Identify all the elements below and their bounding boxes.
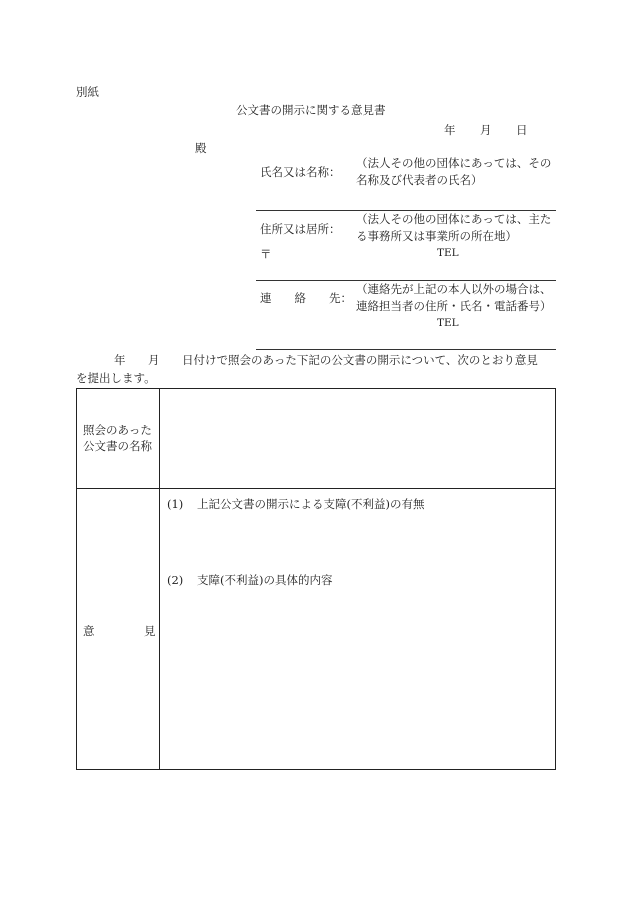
row1-label-line1: 照会のあった xyxy=(83,423,152,437)
attachment-label: 別紙 xyxy=(76,85,99,99)
name-note-line2: 名称及び代表者の氏名） xyxy=(356,173,483,187)
table-column-divider xyxy=(159,389,160,769)
date-month: 月 xyxy=(480,123,492,137)
address-note-line2: る事務所又は事業所の所在地） xyxy=(356,229,517,243)
opinion-table xyxy=(76,388,556,770)
body-year: 年 xyxy=(114,353,126,367)
row2-label-left: 意 xyxy=(83,624,95,638)
body-line1: 日付けで照会のあった下記の公文書の開示について、次のとおり意見 xyxy=(182,353,538,367)
row2-label-right: 見 xyxy=(144,624,156,638)
addressee-suffix: 殿 xyxy=(195,141,207,155)
row1-label-line2: 公文書の名称 xyxy=(83,439,152,453)
item1-number: (1) xyxy=(167,497,184,511)
contact-note-line2: 連絡担当者の住所・氏名・電話番号） xyxy=(356,299,552,313)
tel-label-address: TEL xyxy=(437,247,459,259)
date-year: 年 xyxy=(444,123,456,137)
table-row-divider xyxy=(77,488,555,489)
document-title: 公文書の開示に関する意見書 xyxy=(236,103,386,117)
date-day: 日 xyxy=(516,123,528,137)
postal-mark: 〒 xyxy=(260,247,272,261)
name-note-line1: （法人その他の団体にあっては、その xyxy=(356,156,552,170)
address-label: 住所又は居所： xyxy=(260,222,341,236)
tel-label-contact: TEL xyxy=(437,317,459,329)
item2-text: 支障(不利益)の具体的内容 xyxy=(197,573,333,587)
contact-note-line1: （連絡先が上記の本人以外の場合は、 xyxy=(356,282,552,296)
body-line2: を提出します。 xyxy=(76,371,156,385)
contact-underline xyxy=(256,349,556,350)
address-note-line1: （法人その他の団体にあっては、主た xyxy=(356,212,552,226)
contact-label: 連 絡 先： xyxy=(260,291,352,305)
name-label: 氏名又は名称： xyxy=(260,165,341,179)
item2-number: (2) xyxy=(167,573,184,587)
item1-text: 上記公文書の開示による支障(不利益)の有無 xyxy=(197,497,425,511)
body-month: 月 xyxy=(148,353,160,367)
